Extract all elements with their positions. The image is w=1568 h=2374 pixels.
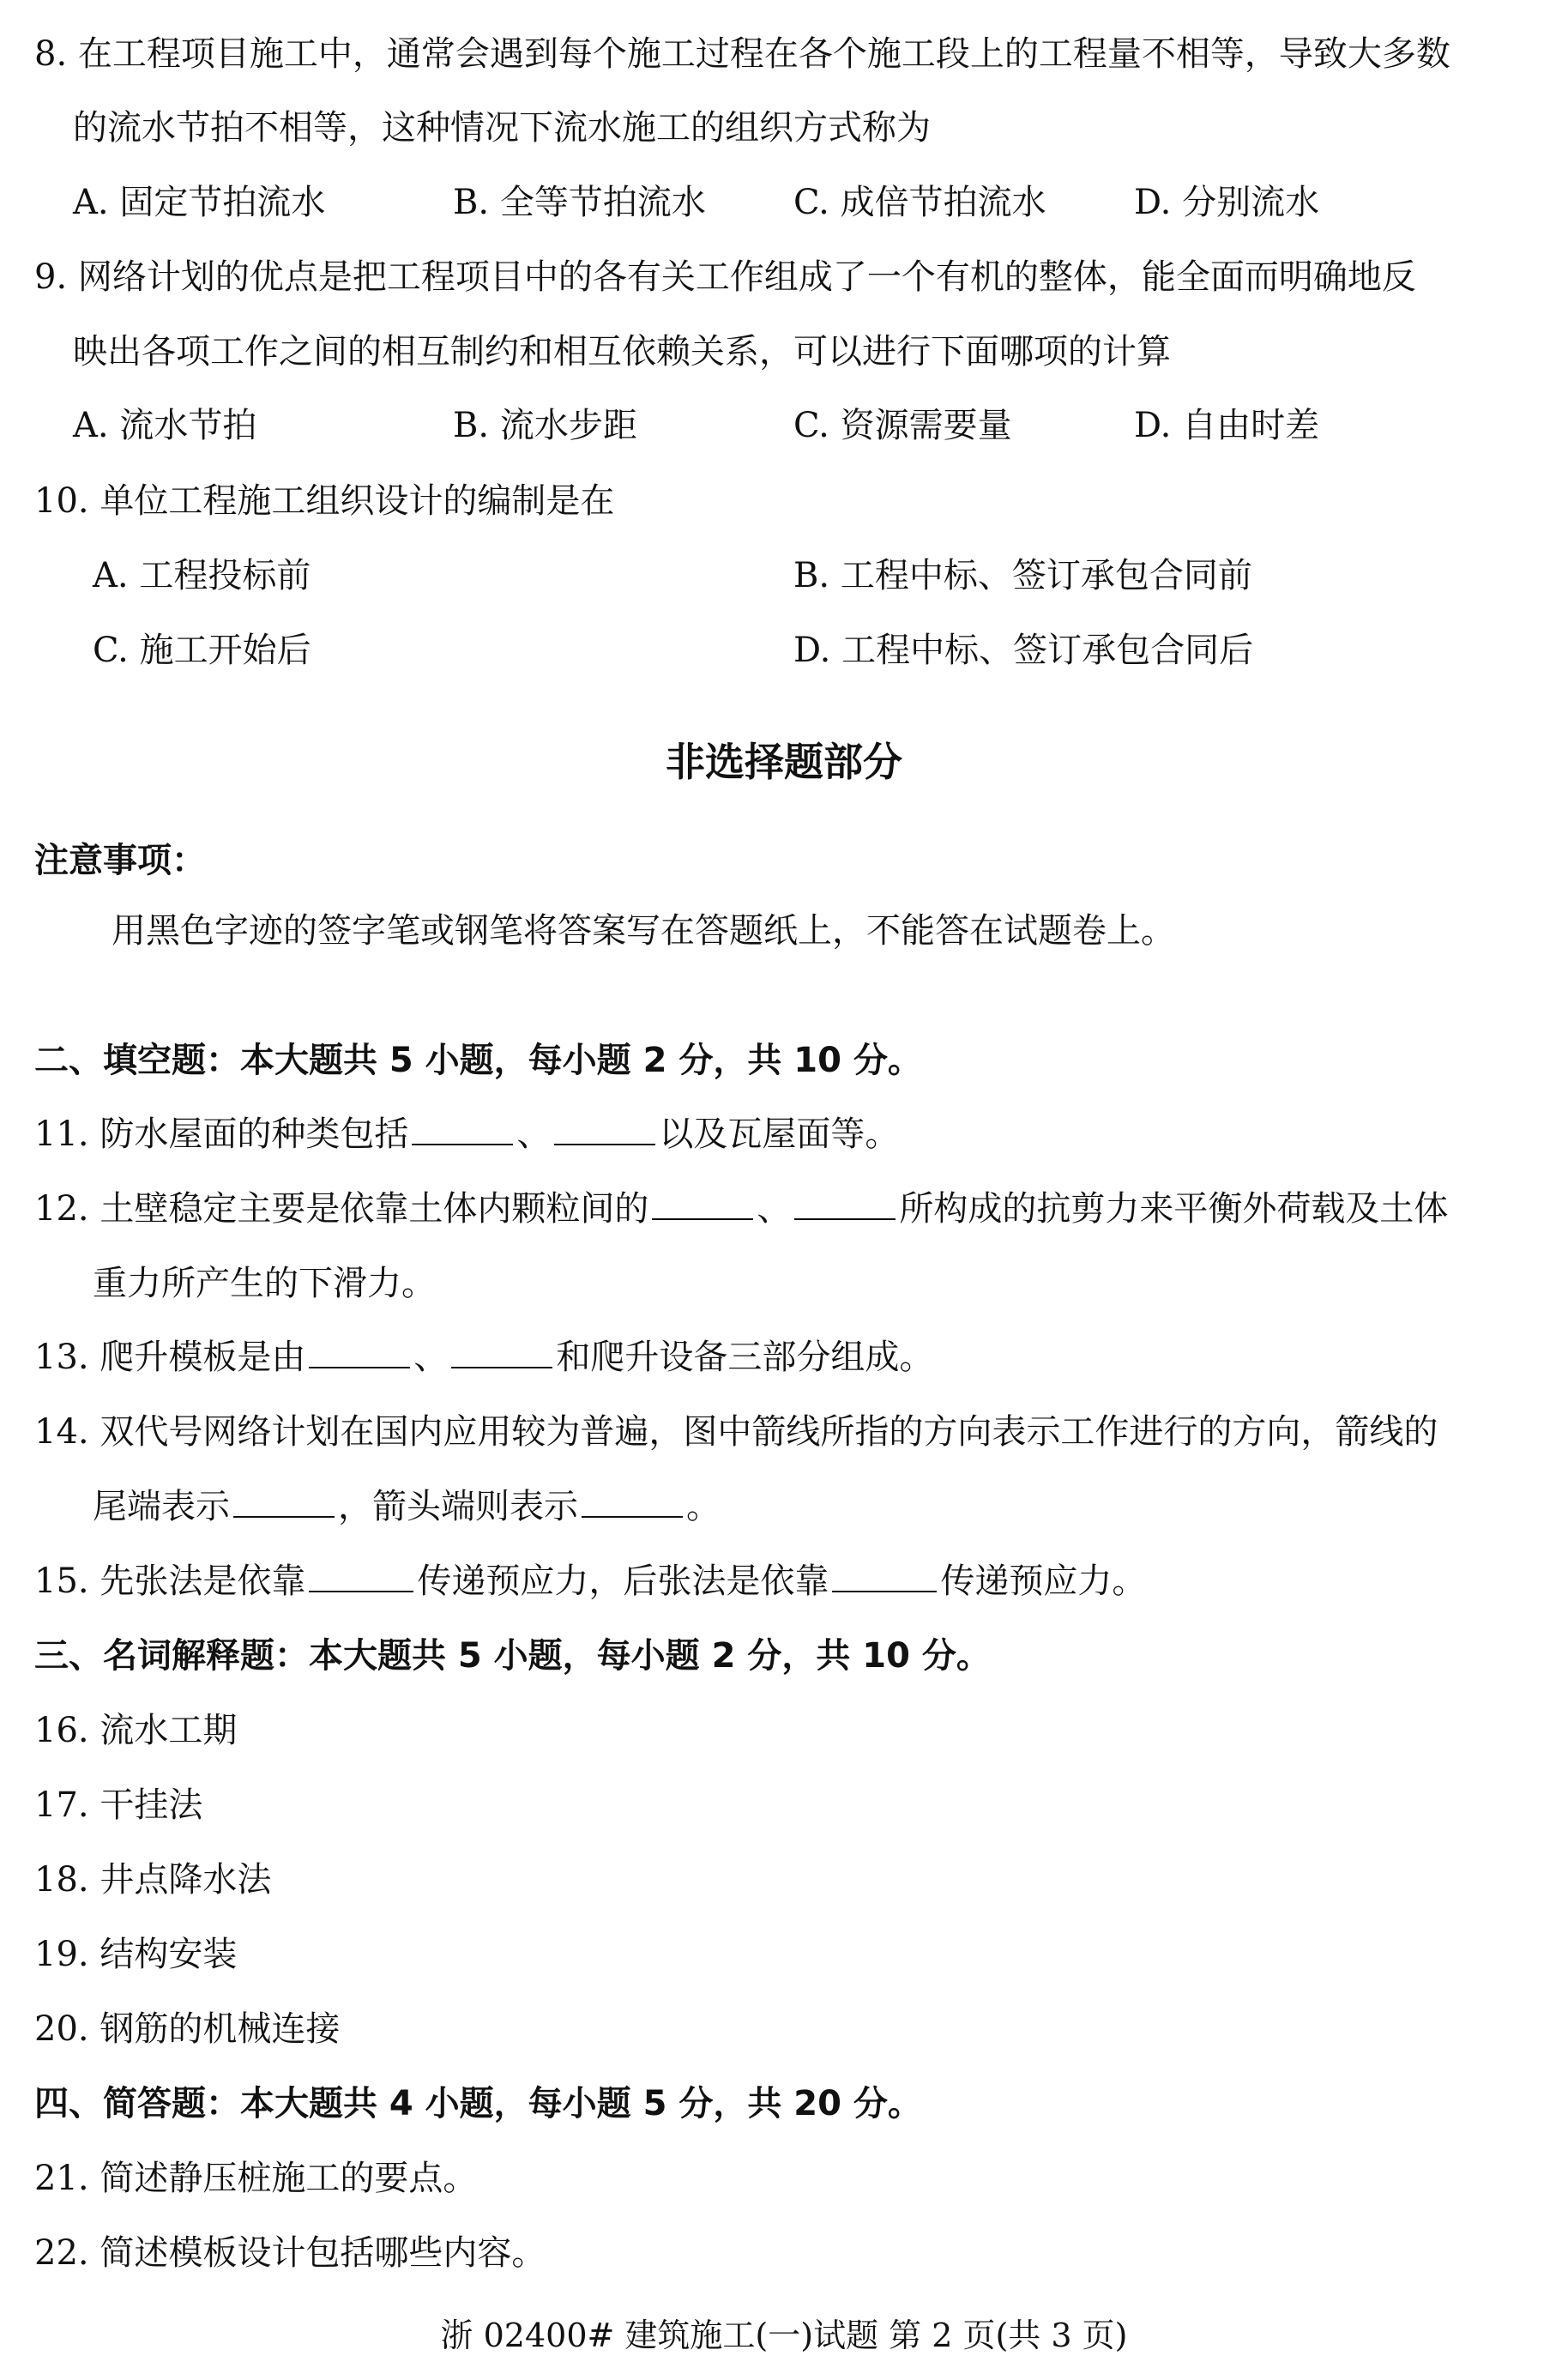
q14-text-a: 尾端表示 (93, 1487, 230, 1526)
q13-text-c: 和爬升设备三部分组成。 (556, 1338, 934, 1377)
q14-blank-2[interactable] (582, 1487, 683, 1518)
page-footer: 浙 02400# 建筑施工(一)试题 第 2 页(共 3 页) (440, 2317, 1128, 2354)
q10-option-b: B. 工程中标、签订承包合同前 (793, 556, 1252, 595)
q9-option-c: C. 资源需要量 (793, 406, 1012, 445)
q11-blank-1[interactable] (412, 1115, 513, 1145)
q10-option-d: D. 工程中标、签订承包合同后 (793, 631, 1254, 670)
q13 (34, 1336, 1542, 1379)
q10-option-c: C. 施工开始后 (93, 631, 311, 670)
q13-blank-2[interactable] (451, 1338, 552, 1368)
part2-heading: 二、填空题：本大题共 5 小题，每小题 2 分，共 10 分。 (34, 1041, 922, 1080)
q11-text-a: 11. 防水屋面的种类包括 (34, 1115, 409, 1154)
q12-text-b: 、 (757, 1189, 792, 1229)
q18: 18. 井点降水法 (34, 1860, 272, 1900)
q14-text-b: ，箭头端则表示 (338, 1487, 578, 1526)
q13-text-b: 、 (413, 1338, 449, 1377)
q12 (34, 1187, 1542, 1230)
section-title: 非选择题部分 (666, 739, 902, 785)
q13-text-a: 13. 爬升模板是由 (34, 1338, 306, 1377)
q10-line1: 10. 单位工程施工组织设计的编制是在 (34, 481, 615, 521)
part3-heading: 三、名词解释题：本大题共 5 小题，每小题 2 分，共 10 分。 (34, 1636, 991, 1676)
notice-heading: 注意事项： (34, 841, 206, 880)
q8-option-b: B. 全等节拍流水 (453, 183, 706, 222)
q14-line2 (93, 1485, 1542, 1528)
q8-option-d: D. 分别流水 (1134, 183, 1320, 222)
q21: 21. 简述静压桩施工的要点。 (34, 2159, 478, 2198)
q8-line2: 的流水节拍不相等，这种情况下流水施工的组织方式称为 (73, 108, 931, 148)
q8-option-a: A. 固定节拍流水 (73, 183, 326, 222)
q15-text-b: 传递预应力，后张法是依靠 (417, 1562, 829, 1601)
q15 (34, 1560, 1542, 1603)
q12-text-a: 12. 土壁稳定主要是依靠土体内颗粒间的 (34, 1189, 649, 1229)
q9-option-a: A. 流水节拍 (73, 406, 257, 445)
q11-text-c: 以及瓦屋面等。 (659, 1115, 900, 1154)
q10-option-a: A. 工程投标前 (93, 556, 311, 595)
q8-option-c: C. 成倍节拍流水 (793, 183, 1046, 222)
q14-line1: 14. 双代号网络计划在国内应用较为普遍，图中箭线所指的方向表示工作进行的方向，箭线的 (34, 1412, 1438, 1452)
q9-line1: 9. 网络计划的优点是把工程项目中的各有关工作组成了一个有机的整体，能全面而明确地反 (34, 257, 1416, 297)
q9-line2: 映出各项工作之间的相互制约和相互依赖关系，可以进行下面哪项的计算 (73, 332, 1171, 372)
q8-line1: 8. 在工程项目施工中，通常会遇到每个施工过程在各个施工段上的工程量不相等，导致大多数 (34, 34, 1450, 74)
q11-blank-2[interactable] (554, 1115, 655, 1145)
q11 (34, 1113, 1542, 1156)
notice-text: 用黑色字迹的签字笔或钢笔将答案写在答题纸上，不能答在试题卷上。 (112, 911, 1175, 951)
q13-blank-1[interactable] (309, 1338, 410, 1368)
q11-text-b: 、 (516, 1115, 552, 1154)
q14-blank-1[interactable] (233, 1487, 335, 1518)
q15-text-a: 15. 先张法是依靠 (34, 1562, 306, 1601)
q16: 16. 流水工期 (34, 1711, 238, 1750)
q12-line2: 重力所产生的下滑力。 (93, 1264, 436, 1303)
q14-text-c: 。 (686, 1487, 721, 1526)
q9-option-b: B. 流水步距 (453, 406, 637, 445)
q22: 22. 简述模板设计包括哪些内容。 (34, 2233, 546, 2273)
q9-option-d: D. 自由时差 (1134, 406, 1320, 445)
q19: 19. 结构安装 (34, 1935, 238, 1974)
q15-text-c: 传递预应力。 (940, 1562, 1147, 1601)
q17: 17. 干挂法 (34, 1785, 203, 1825)
q15-blank-1[interactable] (309, 1562, 413, 1592)
q12-blank-2[interactable] (794, 1189, 896, 1220)
q12-blank-1[interactable] (652, 1189, 753, 1220)
q20: 20. 钢筋的机械连接 (34, 2009, 341, 2049)
q12-text-c: 所构成的抗剪力来平衡外荷载及土体 (899, 1189, 1449, 1229)
q15-blank-2[interactable] (832, 1562, 937, 1592)
part4-heading: 四、简答题：本大题共 4 小题，每小题 5 分，共 20 分。 (34, 2084, 922, 2123)
